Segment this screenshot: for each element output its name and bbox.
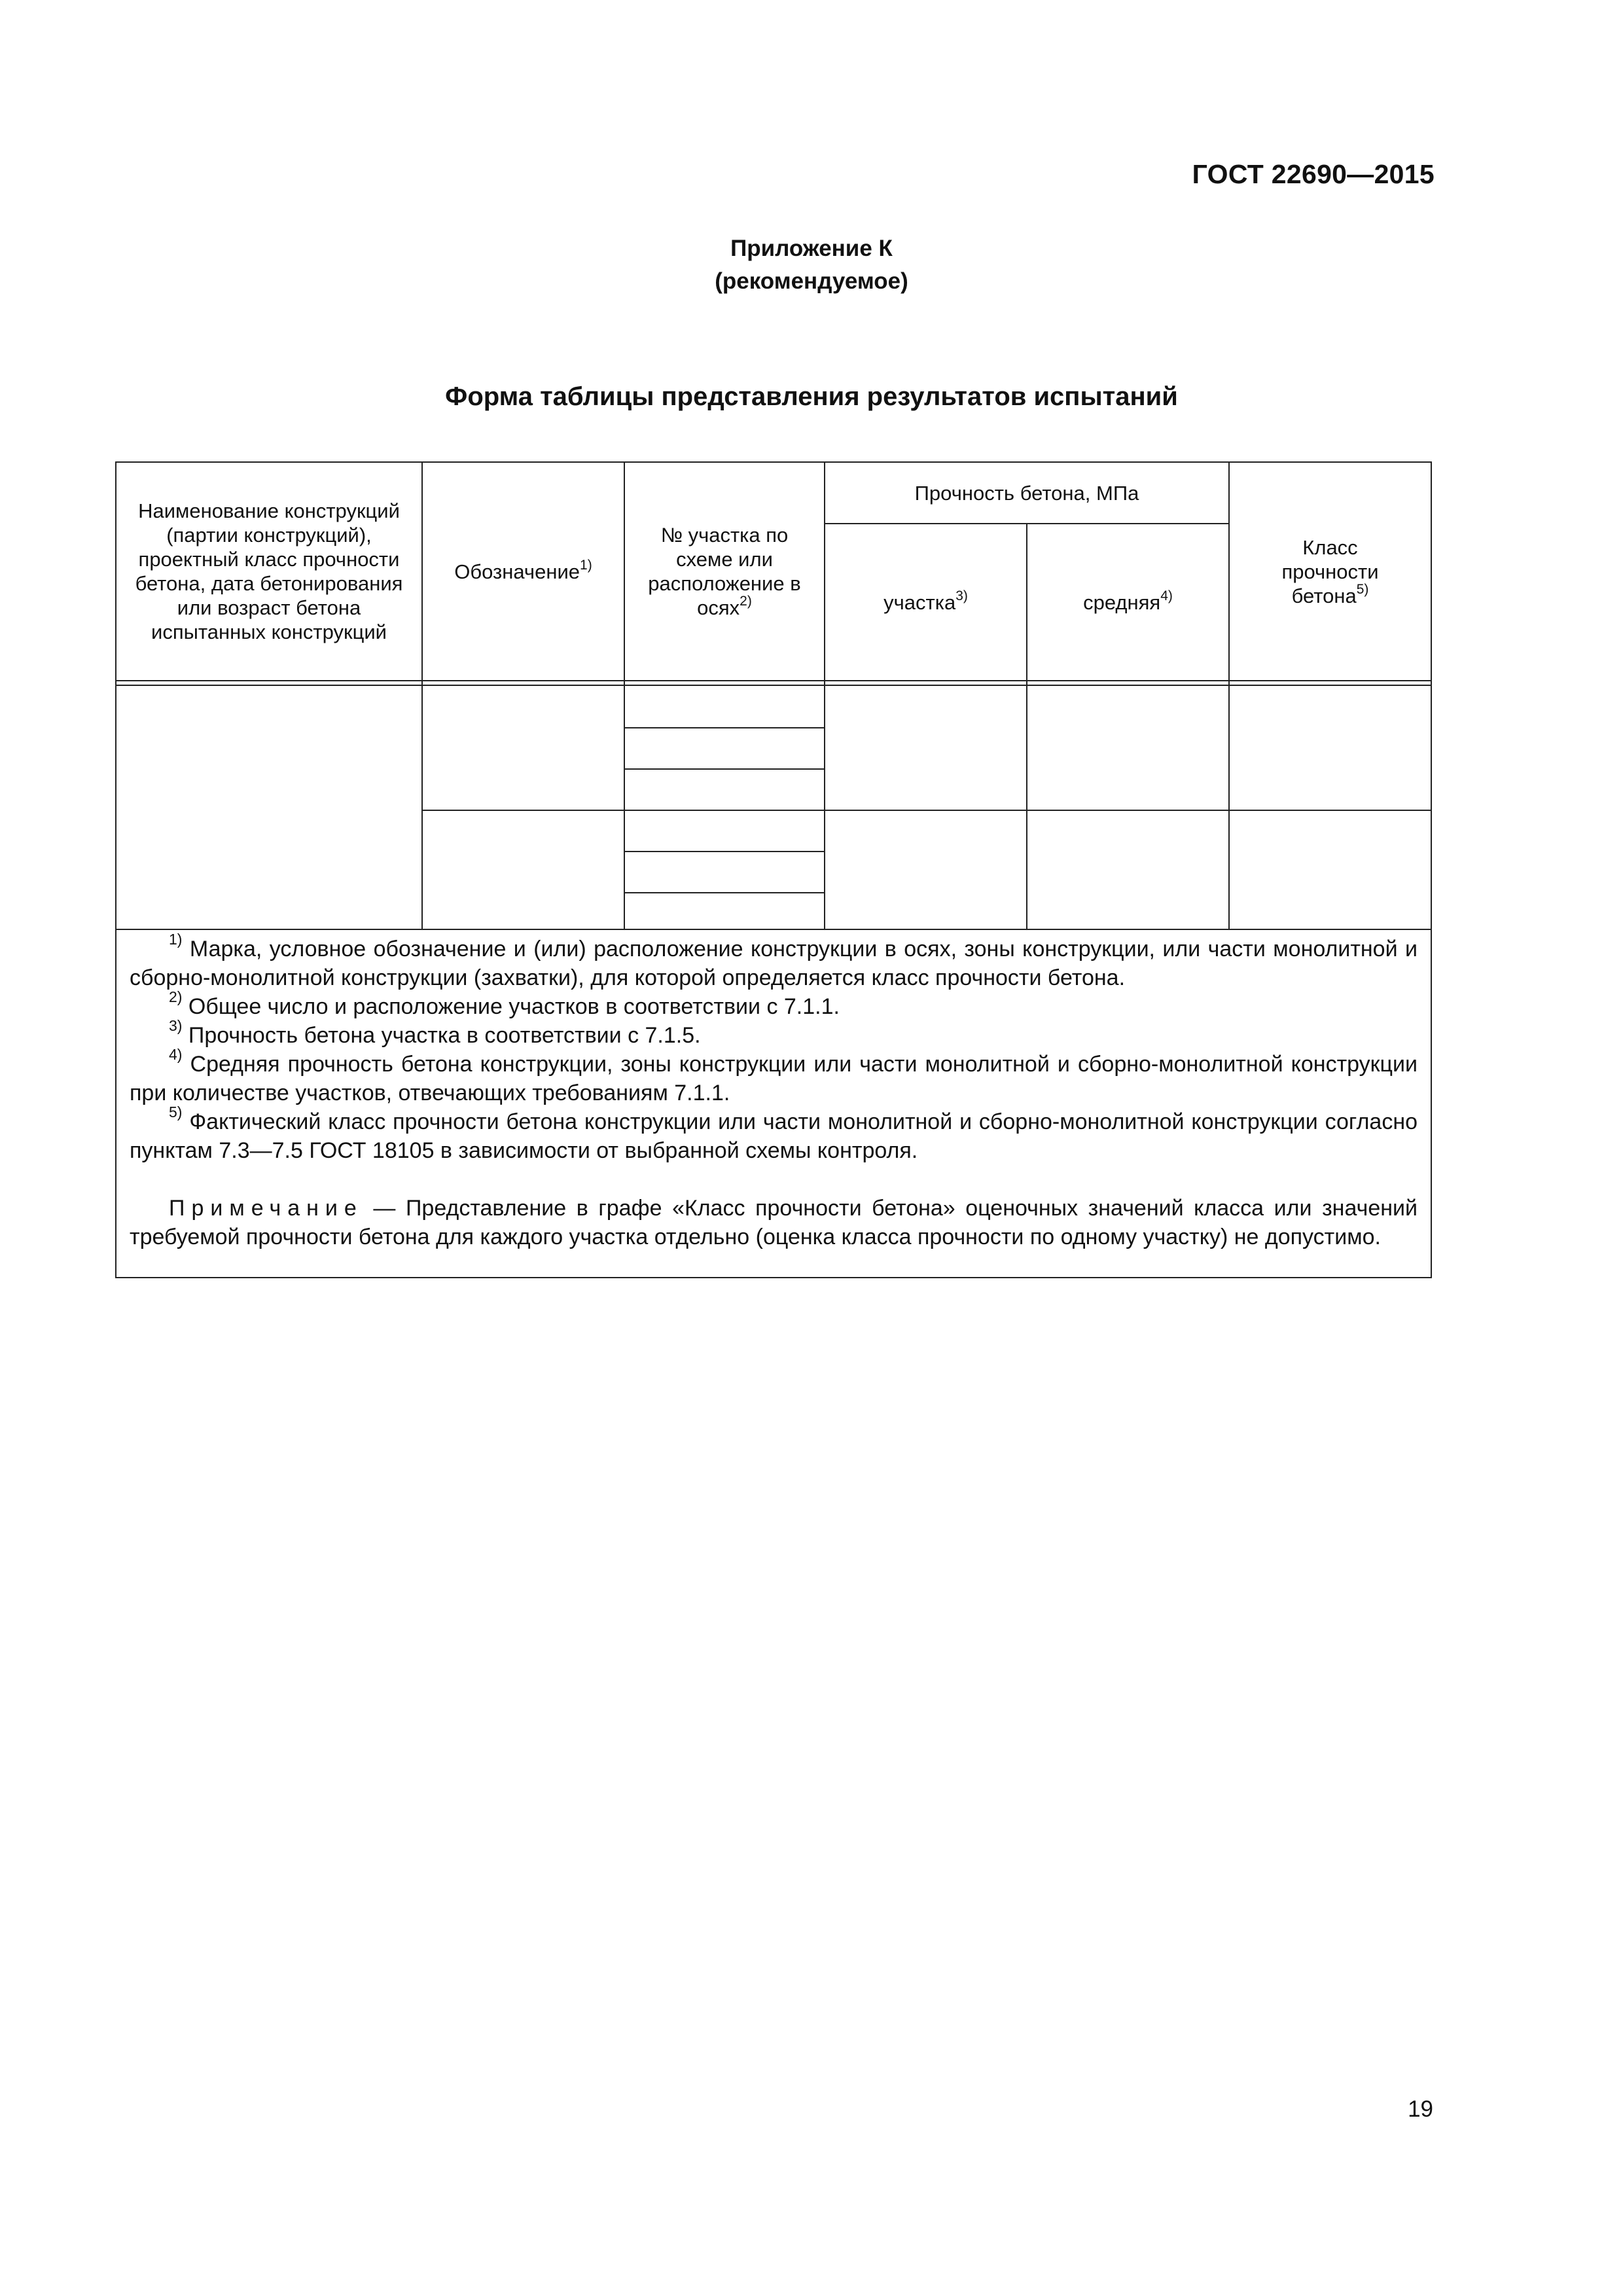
header-mean-strength: средняя$^{4)}$	[1083, 588, 1173, 614]
remark	[130, 1194, 1418, 1251]
row-rule	[624, 768, 825, 770]
row-rule	[624, 892, 825, 893]
header-strength-class: Класс прочности бетона$^{5)}$	[1281, 535, 1379, 607]
header-designation: Обозначение$^{1)}$	[454, 557, 592, 583]
footnote-ref: 2)	[740, 594, 752, 609]
footnote: $^{4)}$ Средняя прочность бетона конструкции, зоны конструкции или части монолитной и сборно-монолитной конструкции при количестве участков, отвечающих требованиям 7.1.1.	[130, 1046, 1418, 1105]
table-notes	[130, 931, 1418, 1251]
header-strength-group: Прочность бетона, МПа	[914, 481, 1139, 505]
document-code: ГОСТ 22690—2015	[1192, 159, 1435, 189]
row-rule	[421, 810, 1431, 811]
footnote-ref: 4)	[1160, 588, 1173, 603]
row-rule	[624, 727, 825, 728]
remark-label: Примечание	[169, 1196, 363, 1221]
row-rule	[624, 851, 825, 852]
table-bottom-rule	[116, 929, 1431, 930]
footnote-ref: 3)	[955, 588, 968, 603]
footnote-mark: 1)	[169, 931, 183, 948]
header-site-number: № участка по схеме или расположение в осях$^{2)}$	[648, 524, 801, 619]
notes-spacer	[130, 1165, 1418, 1194]
header-site-strength: участка$^{3)}$	[883, 588, 968, 614]
footnote-mark: 2)	[169, 988, 183, 1005]
footnote-ref: 1)	[580, 557, 592, 573]
remark-dash: —	[363, 1196, 406, 1221]
footnote-mark: 4)	[169, 1046, 183, 1063]
remark-text: Представление в графе «Класс прочности бетона» оценочных значений класса или значений требуемой прочности бетона для каждого участка отдельно (оценка класса прочности по одному участку) не допустимо.	[130, 1196, 1418, 1249]
footnote: $^{1)}$ Марка, условное обозначение и (или) расположение конструкции в осях, зоны конструкции, или части монолитной и сборно-монолитной конструкции (захватки), для которой определяется класс прочности бетона.	[130, 931, 1418, 990]
footnote: $^{3)}$ Прочность бетона участка в соответствии с 7.1.5.	[169, 1017, 701, 1048]
appendix-title: Приложение К	[730, 236, 893, 261]
appendix-status: (рекомендуемое)	[715, 268, 908, 294]
table-title: Форма таблицы представления результатов испытаний	[445, 382, 1178, 411]
header-rule	[116, 680, 1431, 681]
footnote: $^{5)}$ Фактический класс прочности бетона конструкции или части монолитной и сборно-монолитной конструкции согласно пунктам 7.3—7.5 ГОСТ 18105 в зависимости от выбранной схемы контроля.	[130, 1103, 1418, 1163]
footnote-mark: 5)	[169, 1103, 183, 1121]
page-number: 19	[1408, 2096, 1433, 2122]
footnote: $^{2)}$ Общее число и расположение участков в соответствии с 7.1.1.	[169, 988, 840, 1019]
footnote-mark: 3)	[169, 1017, 183, 1034]
header-rule-double	[116, 685, 1431, 686]
footnote-ref: 5)	[1356, 581, 1369, 597]
header-construction-name: Наименование конструкций (партии конструкций), проектный класс прочности бетона, дата бетонирования или возраст бетона испытанных конструкций	[135, 499, 403, 643]
appendix-heading	[0, 232, 1623, 298]
